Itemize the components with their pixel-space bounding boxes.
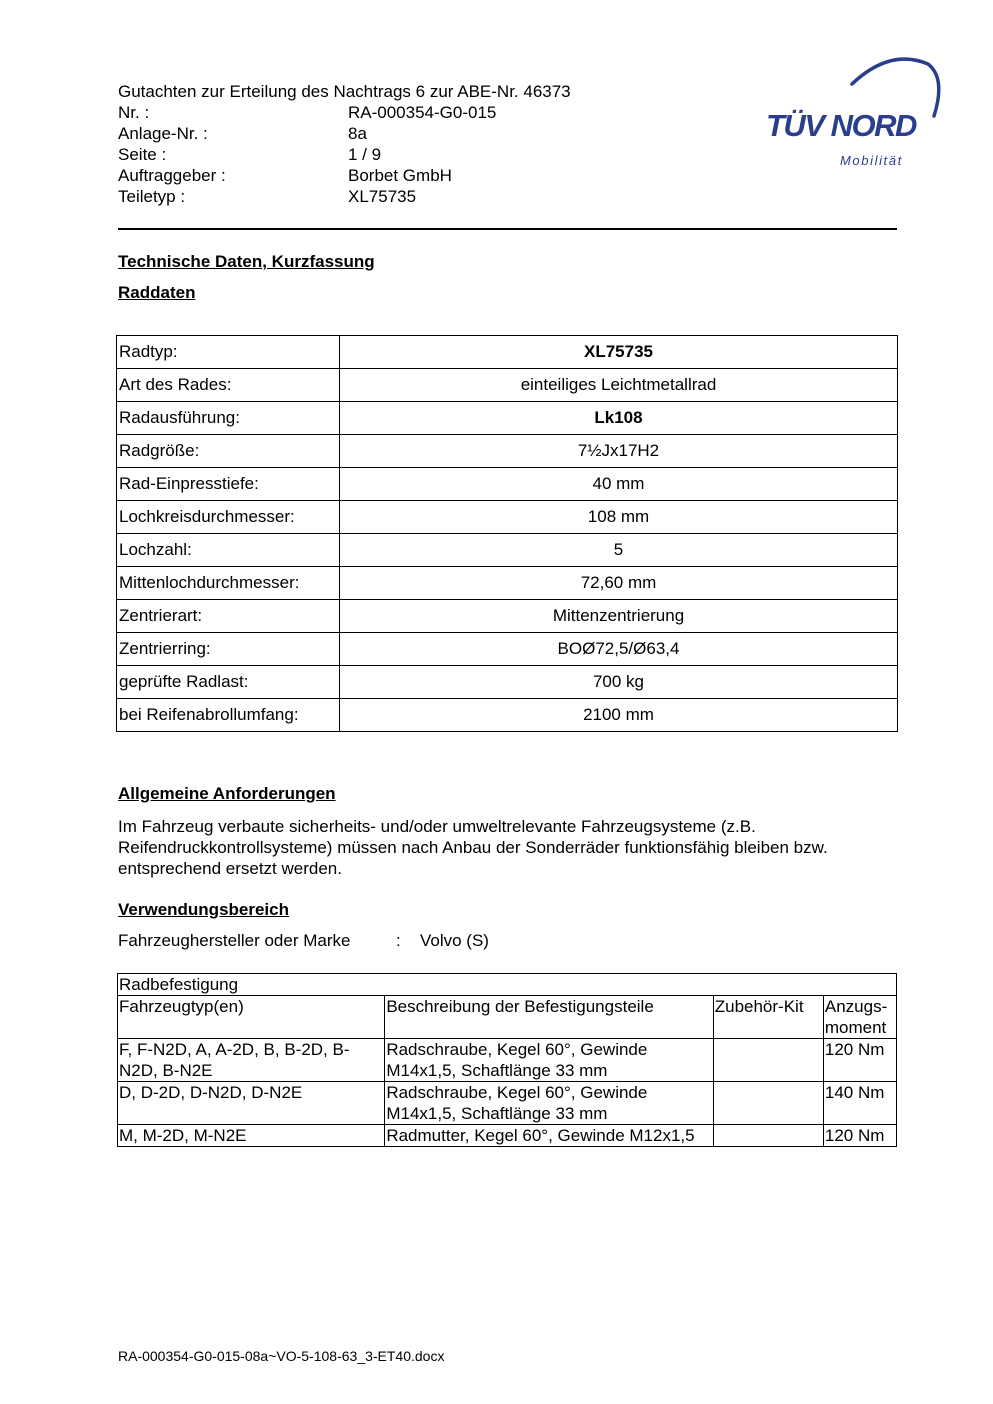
raddaten-value: einteiliges Leichtmetallrad — [340, 369, 898, 402]
header-label-anlage: Anlage-Nr. : — [118, 124, 208, 143]
raddaten-label: Lochzahl: — [117, 534, 340, 567]
raddaten-label: Mittenlochdurchmesser: — [117, 567, 340, 600]
table-row — [117, 666, 898, 699]
anzugsmoment-cell: 120 Nm — [823, 1039, 896, 1082]
anzugsmoment-cell: 120 Nm — [823, 1125, 896, 1147]
header-label-teiletyp: Teiletyp : — [118, 187, 186, 206]
heading-verwendungsbereich: Verwendungsbereich — [118, 900, 289, 919]
table-row — [117, 435, 898, 468]
raddaten-value: 108 mm — [340, 501, 898, 534]
raddaten-value: BOØ72,5/Ø63,4 — [340, 633, 898, 666]
raddaten-value: Lk108 — [340, 402, 898, 435]
table-row — [117, 336, 898, 369]
document-title: Gutachten zur Erteilung des Nachtrags 6 zur ABE-Nr. 46373 — [118, 82, 571, 101]
table-row — [117, 402, 898, 435]
allgemeine-anforderungen-text: Im Fahrzeug verbaute sicherheits- und/oder umweltrelevante Fahrzeugsysteme (z.B. Reifendruckkontrollsysteme) müssen nach Anbau der Sonderräder funktionsfähig bleiben bzw. entsprechend ersetzt werden. — [118, 817, 828, 878]
raddaten-label: Radausführung: — [117, 402, 340, 435]
table-row — [118, 1125, 897, 1147]
raddaten-label: geprüfte Radlast: — [117, 666, 340, 699]
raddaten-value: 2100 mm — [340, 699, 898, 732]
tuv-nord-logo — [760, 56, 945, 171]
heading-raddaten: Raddaten — [118, 283, 196, 302]
table-row — [117, 633, 898, 666]
table-row — [118, 974, 897, 996]
header-label-auftraggeber: Auftraggeber : — [118, 166, 226, 185]
raddaten-value: 5 — [340, 534, 898, 567]
header-value-auftraggeber: Borbet GmbH — [348, 166, 452, 185]
header-value-nr: RA-000354-G0-015 — [348, 103, 497, 122]
table-header-row — [118, 996, 897, 1039]
logo-text: TÜV NORD — [766, 108, 916, 143]
raddaten-value: 40 mm — [340, 468, 898, 501]
table-row — [117, 600, 898, 633]
beschreibung-cell: Radschraube, Kegel 60°, Gewinde M14x1,5, Schaftlänge 33 mm — [385, 1082, 713, 1125]
radbefestigung-table — [117, 973, 897, 1147]
header-label-nr: Nr. : — [118, 103, 150, 122]
heading-technische-daten: Technische Daten, Kurzfassung — [118, 252, 375, 271]
fahrzeugtyp-cell: M, M-2D, M-N2E — [118, 1125, 385, 1147]
header-value-anlage: 8a — [348, 124, 367, 143]
raddaten-label: Zentrierring: — [117, 633, 340, 666]
table-row — [117, 468, 898, 501]
logo-subtext: Mobilität — [840, 153, 903, 168]
hersteller-value: Volvo (S) — [420, 931, 489, 950]
raddaten-label: Radtyp: — [117, 336, 340, 369]
raddaten-label: Lochkreisdurchmesser: — [117, 501, 340, 534]
raddaten-value: XL75735 — [340, 336, 898, 369]
header-anzugsmoment: Anzugs-moment — [823, 996, 896, 1039]
hersteller-label: Fahrzeughersteller oder Marke — [118, 931, 351, 950]
raddaten-value: 700 kg — [340, 666, 898, 699]
fahrzeugtyp-cell: D, D-2D, D-N2D, D-N2E — [118, 1082, 385, 1125]
table-row — [118, 1082, 897, 1125]
raddaten-label: bei Reifenabrollumfang: — [117, 699, 340, 732]
table-row — [117, 534, 898, 567]
table-row — [117, 369, 898, 402]
table-row — [117, 501, 898, 534]
zubehoer-kit-cell — [713, 1039, 823, 1082]
raddaten-label: Art des Rades: — [117, 369, 340, 402]
anzugsmoment-cell: 140 Nm — [823, 1082, 896, 1125]
zubehoer-kit-cell — [713, 1125, 823, 1147]
header-value-teiletyp: XL75735 — [348, 187, 417, 206]
raddaten-label: Radgröße: — [117, 435, 340, 468]
header-divider — [118, 228, 897, 230]
beschreibung-cell: Radschraube, Kegel 60°, Gewinde M14x1,5, Schaftlänge 33 mm — [385, 1039, 713, 1082]
tuv-nord-arc-icon — [760, 56, 945, 171]
table-row — [117, 699, 898, 732]
table-row — [117, 567, 898, 600]
raddaten-value: 72,60 mm — [340, 567, 898, 600]
header-beschreibung: Beschreibung der Befestigungsteile — [385, 996, 713, 1039]
raddaten-table — [116, 335, 898, 732]
beschreibung-cell: Radmutter, Kegel 60°, Gewinde M12x1,5 — [385, 1125, 713, 1147]
hersteller-separator: : — [396, 931, 401, 950]
header-fahrzeugtyp: Fahrzeugtyp(en) — [118, 996, 385, 1039]
table-row — [118, 1039, 897, 1082]
header-value-seite: 1 / 9 — [348, 145, 382, 164]
radbefestigung-title: Radbefestigung — [118, 974, 897, 996]
header-zubehoer-kit: Zubehör-Kit — [713, 996, 823, 1039]
raddaten-value: Mittenzentrierung — [340, 600, 898, 633]
heading-allgemeine-anforderungen: Allgemeine Anforderungen — [118, 784, 336, 803]
header-label-seite: Seite : — [118, 145, 167, 164]
footer-filename: RA-000354-G0-015-08a~VO-5-108-63_3-ET40.docx — [118, 1348, 445, 1364]
raddaten-value: 7½Jx17H2 — [340, 435, 898, 468]
raddaten-label: Zentrierart: — [117, 600, 340, 633]
fahrzeugtyp-cell: F, F-N2D, A, A-2D, B, B-2D, B-N2D, B-N2E — [118, 1039, 385, 1082]
raddaten-label: Rad-Einpresstiefe: — [117, 468, 340, 501]
zubehoer-kit-cell — [713, 1082, 823, 1125]
